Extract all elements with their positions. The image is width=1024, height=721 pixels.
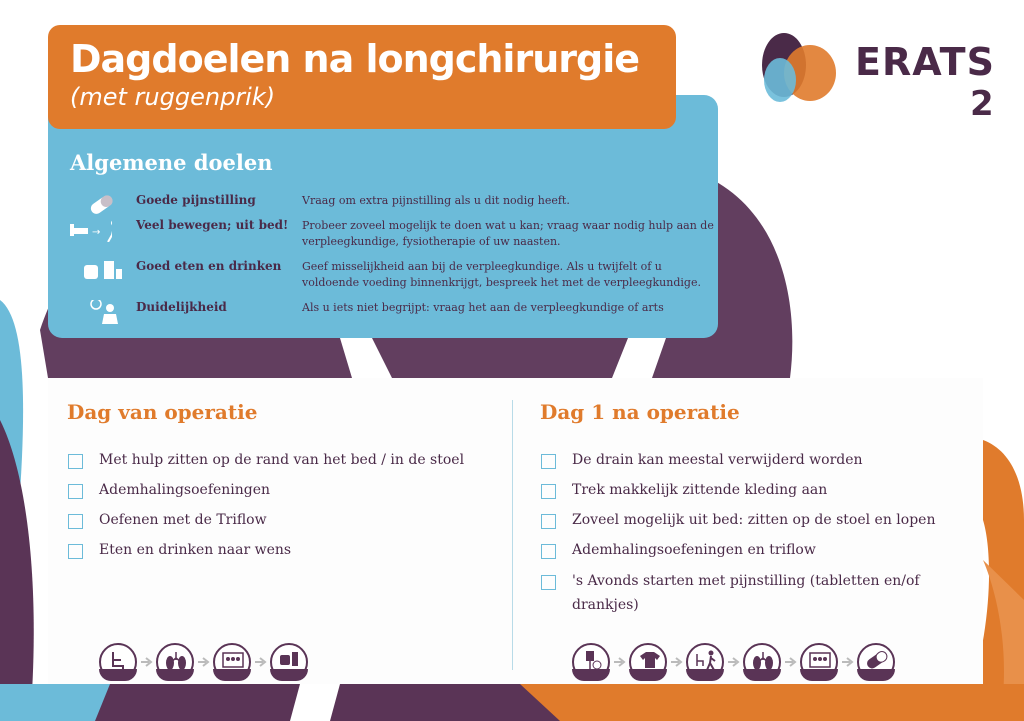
goal-description: Probeer zoveel mogelijk te doen wat u kan; vraag waar nodig hulp aan de verpleegkundige, fysiotherapie of uw naasten. [302,219,714,248]
goal-description: Vraag om extra pijnstilling als u dit nodig heeft. [302,194,570,207]
day1-title: Dag 1 na operatie [540,400,740,424]
food-drink-icon [270,643,308,681]
checkbox[interactable] [68,454,83,469]
checklist-label: Oefenen met de Triflow [99,512,267,528]
checklist-item [68,512,267,532]
checklist-label: 's Avonds starten met pijnstilling (tabletten en/of drankjes) [572,573,920,613]
checklist-item [541,482,827,502]
checklist-label: Met hulp zitten op de rand van het bed / in de stoel [99,452,465,468]
arrow-icon [614,657,628,667]
lungs-icon [743,643,781,681]
logo-number: 2 [970,84,994,124]
checklist-item [541,512,935,532]
bed-to-walk-icon [68,218,112,242]
checklist-item [541,573,941,617]
question-person-icon [80,300,124,324]
arrow-icon [785,657,799,667]
drain-icon [572,643,610,681]
checklist-item [68,482,270,502]
goal-name: Goed eten en drinken [136,259,282,273]
day0-title: Dag van operatie [67,400,258,424]
arrow-icon [842,657,856,667]
checklist-label: De drain kan meestal verwijderd worden [572,452,863,468]
erats-logo-icon [752,25,847,110]
goal-name: Duidelijkheid [136,300,227,314]
checkbox[interactable] [541,484,556,499]
checklist-label: Ademhalingsoefeningen en triflow [572,542,816,558]
goal-description: Als u iets niet begrijpt: vraag het aan de verpleegkundige of arts [302,301,664,314]
arrow-icon [671,657,685,667]
general-goals-heading: Algemene doelen [70,150,273,175]
goal-name: Goede pijnstilling [136,193,256,207]
chair-icon [99,643,137,681]
food-drink-icon [80,259,124,283]
chair-walk-icon [686,643,724,681]
svg-text:→: → [92,227,101,238]
checkbox[interactable] [541,454,556,469]
arrow-icon [255,657,269,667]
arrow-icon [198,657,212,667]
page-title: Dagdoelen na longchirurgie [70,37,639,81]
checkbox[interactable] [68,544,83,559]
arrow-icon [728,657,742,667]
triflow-icon [213,643,251,681]
page-subtitle: (met ruggenprik) [70,83,276,111]
pill-icon [80,193,124,217]
logo-name: ERATS [855,40,995,84]
checklist-label: Ademhalingsoefeningen [99,482,271,498]
column-divider [512,400,513,670]
goal-name: Veel bewegen; uit bed! [136,218,289,232]
checkbox[interactable] [541,514,556,529]
checklist-label: Trek makkelijk zittende kleding aan [572,482,828,498]
title-banner [48,25,676,129]
shirt-icon [629,643,667,681]
goal-description: Geef misselijkheid aan bij de verpleegkundige. Als u twijfelt of u voldoende voeding binnenkrijgt, bespreek het met de verpleegkundige. [302,260,701,289]
arrow-icon [141,657,155,667]
triflow-icon [800,643,838,681]
lungs-icon [156,643,194,681]
checklist-label: Eten en drinken naar wens [99,542,292,558]
checkbox[interactable] [541,544,556,559]
checklist-item [68,542,291,562]
checkbox[interactable] [541,575,556,590]
checklist-item [541,452,863,472]
pill-icon [857,643,895,681]
checkbox[interactable] [68,484,83,499]
checklist-item [68,452,464,472]
checkbox[interactable] [68,514,83,529]
checklist-label: Zoveel mogelijk uit bed: zitten op de stoel en lopen [572,512,936,528]
checklist-item [541,542,816,562]
